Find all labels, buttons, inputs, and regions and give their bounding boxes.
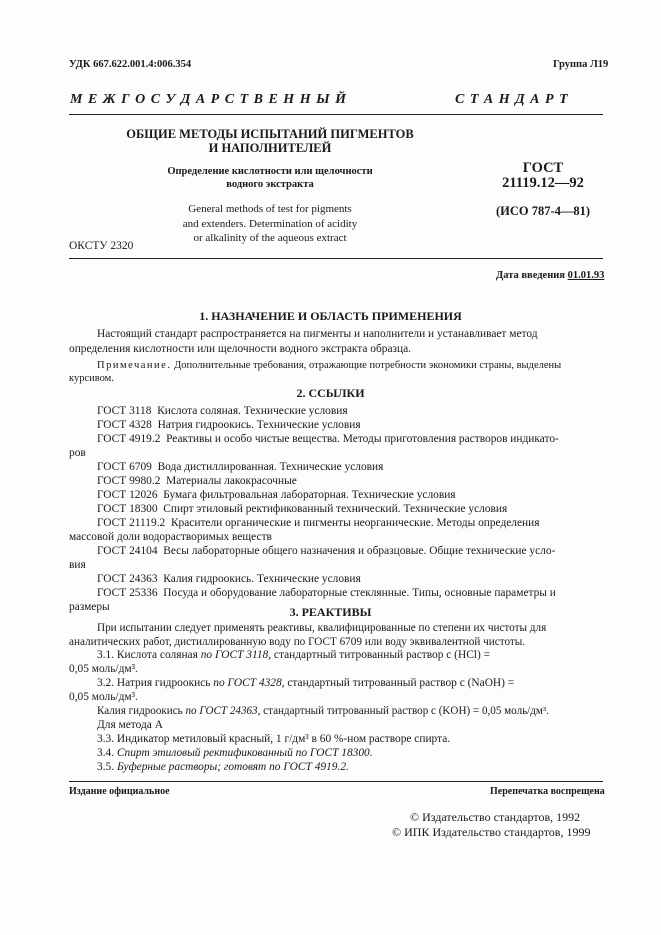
reference-cont: размеры: [69, 601, 110, 613]
english-title-line2: and extenders. Determination of acidity: [182, 218, 358, 230]
item-italic: Спирт этиловый ректификованный по ГОСТ 18300.: [116, 747, 373, 759]
item-3-1-cont: 0,05 моль/дм³.: [69, 663, 138, 675]
ref-code: ГОСТ 21119.2: [97, 517, 166, 529]
effective-date: [496, 270, 604, 281]
item-3-3: 3.3. Индикатор метиловый красный, 1 г/дм³ в 60 %-ном растворе спирта.: [97, 733, 451, 745]
reprint-notice: Перепечатка воспрещена: [490, 786, 605, 797]
section3-intro-line2: аналитических работ, дистиллированную воду по ГОСТ 6709 или воду эквивалентной чистоты.: [69, 636, 526, 648]
section1-para-line2: определения кислотности или щелочности водного экстракта образца.: [69, 343, 412, 355]
ref-text: Весы лабораторные общего назначения и образцовые. Общие технические усло-: [163, 545, 556, 557]
reference-cont: ров: [69, 447, 86, 459]
footer-rule: [69, 781, 603, 782]
note-label: Примечание.: [97, 360, 172, 371]
ref-text: Бумага фильтровальная лабораторная. Технические условия: [163, 489, 456, 501]
item-text: , стандартный титрованный раствор c (KOH) = 0,05 моль/дм³.: [257, 705, 550, 717]
effective-date-value: 01.01.93: [567, 270, 605, 281]
item-koh: [97, 704, 549, 719]
ref-code: ГОСТ 24104: [97, 545, 158, 557]
item-text: 3.5.: [97, 761, 117, 773]
udk-code: УДК 667.622.001.4:006.354: [69, 59, 192, 70]
item-text: 3.4.: [97, 747, 117, 759]
title-line2: И НАПОЛНИТЕЛЕЙ: [208, 141, 332, 155]
ref-code: ГОСТ 4328: [97, 419, 152, 431]
ref-text: Реактивы и особо чистые вещества. Методы приготовления растворов индикато-: [166, 433, 559, 445]
item-3-2: [97, 676, 514, 691]
reference-item: [97, 418, 361, 433]
ref-text: Калия гидроокись. Технические условия: [163, 573, 361, 585]
item-text: 3.1. Кислота соляная: [97, 649, 201, 661]
gost-number: 21119.12—92: [502, 175, 584, 191]
title-rule: [69, 258, 603, 259]
copyright-1999: © ИПК Издательство стандартов, 1999: [392, 825, 591, 839]
ref-code: ГОСТ 9980.2: [97, 475, 161, 487]
ref-text: Красители органические и пигменты неорганические. Методы определения: [170, 517, 540, 529]
ref-text: Вода дистиллированная. Технические условия: [157, 461, 384, 473]
item-text: 3.2. Натрия гидроокись: [97, 677, 214, 689]
item-italic: по ГОСТ 24363: [185, 705, 258, 717]
ref-text: Материалы лакокрасочные: [166, 475, 297, 487]
note-text: Дополнительные требования, отражающие потребности экономики страны, выделены: [171, 360, 562, 371]
subtitle-line1: Определение кислотности или щелочности: [167, 166, 373, 177]
copyright-1992: © Издательство стандартов, 1992: [410, 810, 581, 824]
section3-intro-line1: При испытании следует применять реактивы, квалифицированные по степени их чистоты для: [97, 622, 547, 634]
reference-item: [97, 460, 383, 475]
ref-code: ГОСТ 6709: [97, 461, 152, 473]
section3-heading: 3. РЕАКТИВЫ: [289, 605, 372, 619]
okstu-code: ОКСТУ 2320: [69, 240, 134, 252]
item-italic: Буферные растворы; готовят по ГОСТ 4919.2.: [116, 761, 349, 773]
reference-item: [97, 404, 348, 419]
reference-item: [97, 586, 556, 601]
ref-code: ГОСТ 24363: [97, 573, 158, 585]
gost-label: ГОСТ: [522, 160, 564, 176]
ref-code: ГОСТ 18300: [97, 503, 158, 515]
subtitle-line2: водного экстракта: [226, 179, 314, 190]
section1-para-line1: Настоящий стандарт распространяется на пигменты и наполнители и устанавливает метод: [97, 328, 538, 340]
item-text: , стандартный титрованный раствор c (NaOH) =: [281, 677, 515, 689]
reference-item: [97, 488, 456, 503]
ref-code: ГОСТ 3118: [97, 405, 152, 417]
ref-code: ГОСТ 4919.2: [97, 433, 161, 445]
item-3-1: [97, 648, 490, 663]
effective-date-label: Дата введения: [496, 270, 565, 281]
item-3-2-cont: 0,05 моль/дм³.: [69, 691, 138, 703]
section1-heading: 1. НАЗНАЧЕНИЕ И ОБЛАСТЬ ПРИМЕНЕНИЯ: [199, 309, 462, 323]
english-title-line3: or alkalinity of the aqueous extract: [193, 232, 347, 244]
item-italic: по ГОСТ 3118: [200, 649, 269, 661]
reference-item: [97, 572, 361, 587]
reference-cont: вия: [69, 559, 86, 571]
title-line1: ОБЩИЕ МЕТОДЫ ИСПЫТАНИЙ ПИГМЕНТОВ: [126, 127, 414, 141]
section1-note-cont: курсивом.: [69, 373, 114, 384]
english-title-line1: General methods of test for pigments: [188, 203, 352, 215]
banner-left: М Е Ж Г О С У Д А Р С Т В Е Н Н Ы Й: [70, 92, 347, 107]
ref-code: ГОСТ 25336: [97, 587, 158, 599]
reference-item: [97, 544, 555, 559]
item-text: Калия гидроокись: [97, 705, 186, 717]
reference-cont: массовой доли водорастворимых веществ: [69, 531, 272, 543]
iso-reference: (ИСО 787-4—81): [495, 204, 591, 218]
group-code: Группа Л19: [553, 59, 609, 70]
item-italic: по ГОСТ 4328: [213, 677, 282, 689]
reference-item: [97, 502, 507, 517]
reference-item: [97, 432, 559, 447]
section1-note: [97, 359, 607, 372]
ref-text: Спирт этиловый ректификованный технический. Технические условия: [163, 503, 508, 515]
item-3-5: [97, 760, 349, 775]
official-edition: Издание официальное: [69, 786, 170, 797]
item-3-4: [97, 746, 373, 761]
section2-heading: 2. ССЫЛКИ: [296, 386, 365, 400]
header-rule: [69, 114, 603, 115]
banner-right: С Т А Н Д А Р Т: [455, 92, 568, 107]
reference-item: [97, 474, 297, 489]
ref-text: Посуда и оборудование лабораторные стеклянные. Типы, основные параметры и: [163, 587, 556, 599]
method-a-label: Для метода А: [97, 719, 163, 731]
ref-code: ГОСТ 12026: [97, 489, 158, 501]
item-text: , стандартный титрованный раствор c (HCl) =: [268, 649, 491, 661]
ref-text: Кислота соляная. Технические условия: [157, 405, 348, 417]
ref-text: Натрия гидроокись. Технические условия: [157, 419, 361, 431]
reference-item: [97, 516, 539, 531]
